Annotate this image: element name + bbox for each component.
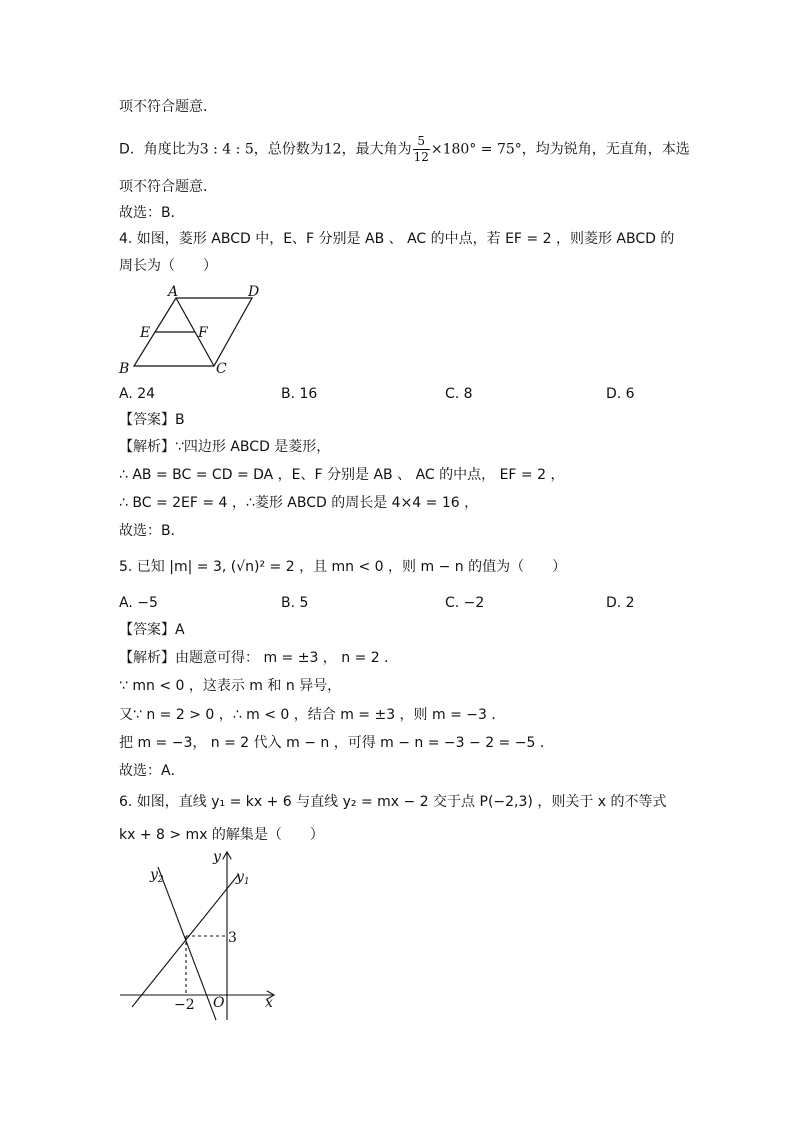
y1-label-sub: 1 [243,877,250,887]
q5-option-d: D. 2 [606,595,635,611]
y-axis-label: y [213,849,221,865]
label-b: B [119,361,130,377]
q4-option-a: A. 24 [119,386,156,402]
label-c: C [216,361,227,377]
rhombus-figure [110,280,280,380]
q6-stem-line2: kx + 8 > mx 的解集是（ ） [119,827,324,843]
angle-ratio: 3 : 4 : 5 [199,141,254,158]
q4-answer: 【答案】B [119,412,185,428]
q5-analysis-3: 又∵ n = 2 > 0 ，∴ m < 0 ，结合 m = ±3 ，则 m = −3 ． [119,707,506,723]
y1-label [235,869,250,887]
q5-stem: 5. 已知 |m| = 3, (√n)² = 2 ，且 mn < 0 ，则 m − n 的值为（ ） [119,559,567,575]
q5-option-a: A. −5 [119,595,158,611]
option-d-explanation [119,134,690,165]
q4-analysis-1: 【解析】∵四边形 ABCD 是菱形， [119,439,331,455]
explain-prefix: D．角度比为 [119,141,200,158]
label-e: E [140,325,151,341]
y1-label-main: y [236,869,244,885]
q4-analysis-4: 故选：B． [119,523,185,539]
explain-mid1: ，总份数为 [253,141,324,158]
label-a: A [168,284,179,300]
explain-suffix: ，均为锐角，无直角，本选 [521,141,690,158]
q4-option-c: C. 8 [445,386,473,402]
q4-option-d: D. 6 [606,386,635,402]
explain-mid2: ，最大角为 [341,141,412,158]
total-parts: 12 [323,141,342,158]
text-line: 项不符合题意． [119,179,217,195]
q5-analysis-2: ∵ mn < 0 ，这表示 m 和 n 异号， [119,678,342,694]
x-axis-label: x [265,995,273,1011]
q6-stem-line1: 6. 如图，直线 y₁ = kx + 6 与直线 y₂ = mx − 2 交于点 P(−2,3) ，则关于 x 的不等式 [119,794,667,810]
choice-line: 故选：B． [119,205,185,221]
q5-analysis-1: 【解析】由题意可得： m = ±3 ， n = 2 ． [119,650,399,666]
origin-label: O [213,995,225,1011]
q5-answer: 【答案】A [119,622,185,638]
label-d: D [248,284,260,300]
angle-expression: ×180° = 75° [430,141,522,158]
fraction [413,134,430,165]
q4-stem-line1: 4. 如图，菱形 ABCD 中，E、F 分别是 AB 、 AC 的中点，若 EF = 2 ，则菱形 ABCD 的 [119,231,675,247]
q4-option-b: B. 16 [281,386,318,402]
q5-option-c: C. −2 [445,595,485,611]
q5-analysis-4: 把 m = −3， n = 2 代入 m − n ，可得 m − n = −3 − 2 = −5 ． [119,735,554,751]
y2-label [149,867,164,885]
fraction-numerator: 5 [413,134,430,150]
tick-label-3: 3 [228,930,237,946]
q4-analysis-2: ∴ AB = BC = CD = DA ，E、F 分别是 AB 、 AC 的中点， EF = 2 ， [119,467,565,483]
y2-label-sub: 2 [157,875,164,885]
fraction-denominator: 12 [413,150,429,164]
tick-label-neg2: −2 [174,997,195,1013]
line-graph-figure [110,845,285,1025]
y2-label-main: y [150,867,158,883]
text-line: 项不符合题意． [119,99,217,115]
q4-analysis-3: ∴ BC = 2EF = 4 ，∴菱形 ABCD 的周长是 4×4 = 16 ， [119,495,479,511]
line-y1 [132,875,238,1007]
q5-analysis-5: 故选：A． [119,763,185,779]
q4-stem-line2: 周长为（ ） [119,258,217,274]
q5-option-b: B. 5 [281,595,309,611]
label-f: F [198,325,208,341]
